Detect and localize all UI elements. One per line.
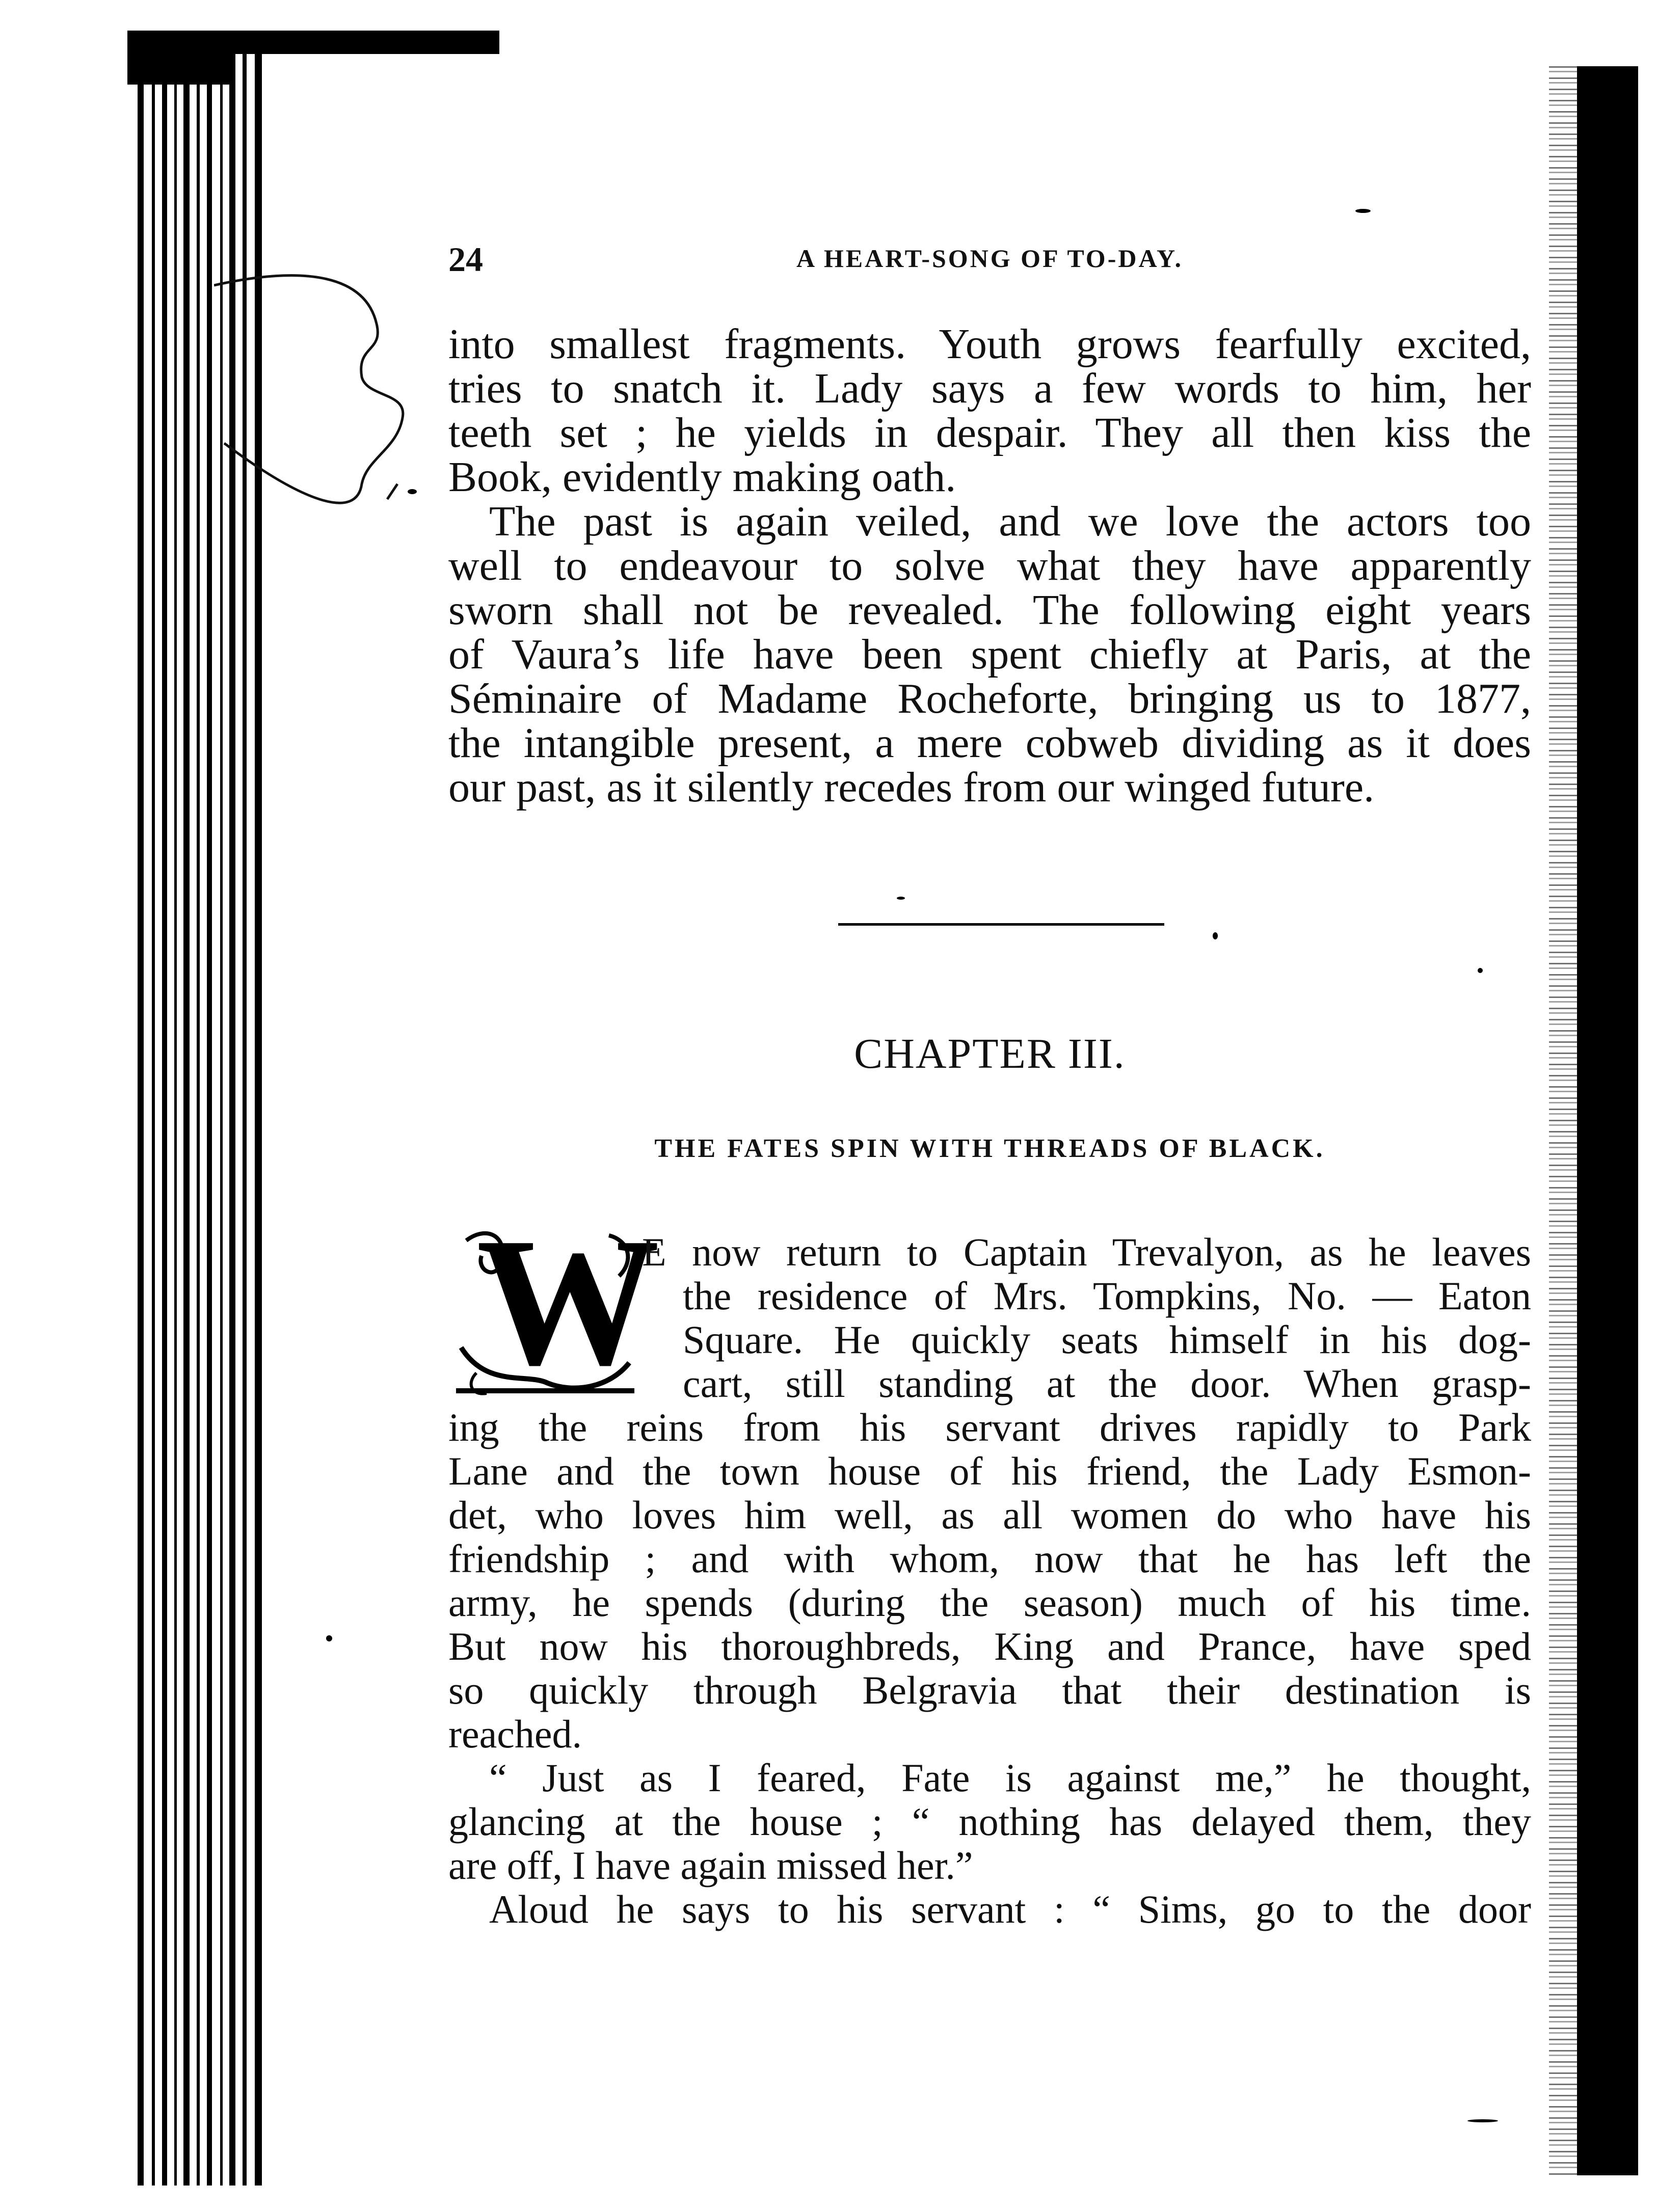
text-line: army, he spends (during the season) much of his time. [448,1580,1531,1625]
scan-speck [408,489,417,494]
chapter-subtitle: THE FATES SPIN WITH THREADS OF BLACK. [654,1134,1325,1163]
text-line: But now his thoroughbreds, King and Prance, have sped [448,1624,1531,1668]
text-line: into smallest fragments. Youth grows fearfully excited, [448,320,1531,368]
scan-speck [1355,209,1371,213]
text-line: sworn shall not be revealed. The following eight years [448,586,1531,634]
binding-line [152,46,155,2186]
text-line: “ Just as I feared, Fate is against me,” he thought, [489,1756,1531,1800]
text-line: teeth set ; he yields in despair. They all then kiss the [448,409,1531,456]
text-line: tries to snatch it. Lady says a few words to him, her [448,365,1531,412]
text-line: reached. [448,1712,582,1756]
text-line: Aloud he says to his servant : “ Sims, go to the door [489,1887,1531,1931]
drop-cap-letter: W [476,1200,660,1403]
running-head: A HEART-SONG OF TO-DAY. [796,244,1183,273]
text-line: well to endeavour to solve what they have apparently [448,542,1531,589]
text-line: Séminaire of Madame Rocheforte, bringing us to 1877, [448,675,1531,722]
page-edge-shadow [1577,66,1638,2175]
text-line: of Vaura’s life have been spent chiefly at Paris, at the [448,631,1531,678]
text-line: our past, as it silently recedes from our winged future. [448,764,1375,811]
text-line: the intangible present, a mere cobweb dividing as it does [448,719,1531,767]
page-edge-texture [1549,66,1580,2175]
binding-line [162,46,167,2186]
binding-line [138,46,144,2186]
binding-line [197,46,200,2186]
binding-tick-marks [413,31,466,52]
text-line: ing the reins from his servant drives rapidly to Park [448,1405,1531,1449]
scan-speck [1467,2119,1498,2122]
scan-speck [1478,968,1483,973]
paragraph-block-2 [448,1230,1531,1931]
page-header [448,239,1531,280]
scan-speck [326,1635,332,1641]
text-line: the residence of Mrs. Tompkins, No. — Eaton [683,1274,1531,1318]
text-line: so quickly through Belgravia that their destination is [448,1668,1531,1712]
text-line: glancing at the house ; “ nothing has delayed them, they [448,1799,1531,1844]
paragraph-block-1 [448,322,1531,810]
pencil-bracket-mark [214,265,428,530]
section-divider-rule [838,923,1164,926]
scan-speck [897,897,905,900]
binding-line [174,46,177,2186]
scan-speck [1213,932,1218,939]
page-number: 24 [448,240,483,279]
binding-line [207,46,212,2186]
text-line: E now return to Captain Trevalyon, as he leaves [642,1230,1531,1274]
text-line: det, who loves him well, as all women do who have his [448,1493,1531,1537]
text-line: friendship ; and with whom, now that he has left the [448,1536,1531,1581]
binding-line [183,46,190,2186]
text-line: are off, I have again missed her.” [448,1843,973,1887]
text-line: The past is again veiled, and we love the actors too [489,498,1531,545]
chapter-title: CHAPTER III. [854,1030,1126,1077]
text-line: Square. He quickly seats himself in his dog- [683,1317,1531,1362]
text-line: cart, still standing at the door. When grasp- [683,1361,1531,1406]
text-line: Lane and the town house of his friend, the Lady Esmon- [448,1449,1531,1493]
text-line: Book, evidently making oath. [448,453,956,501]
